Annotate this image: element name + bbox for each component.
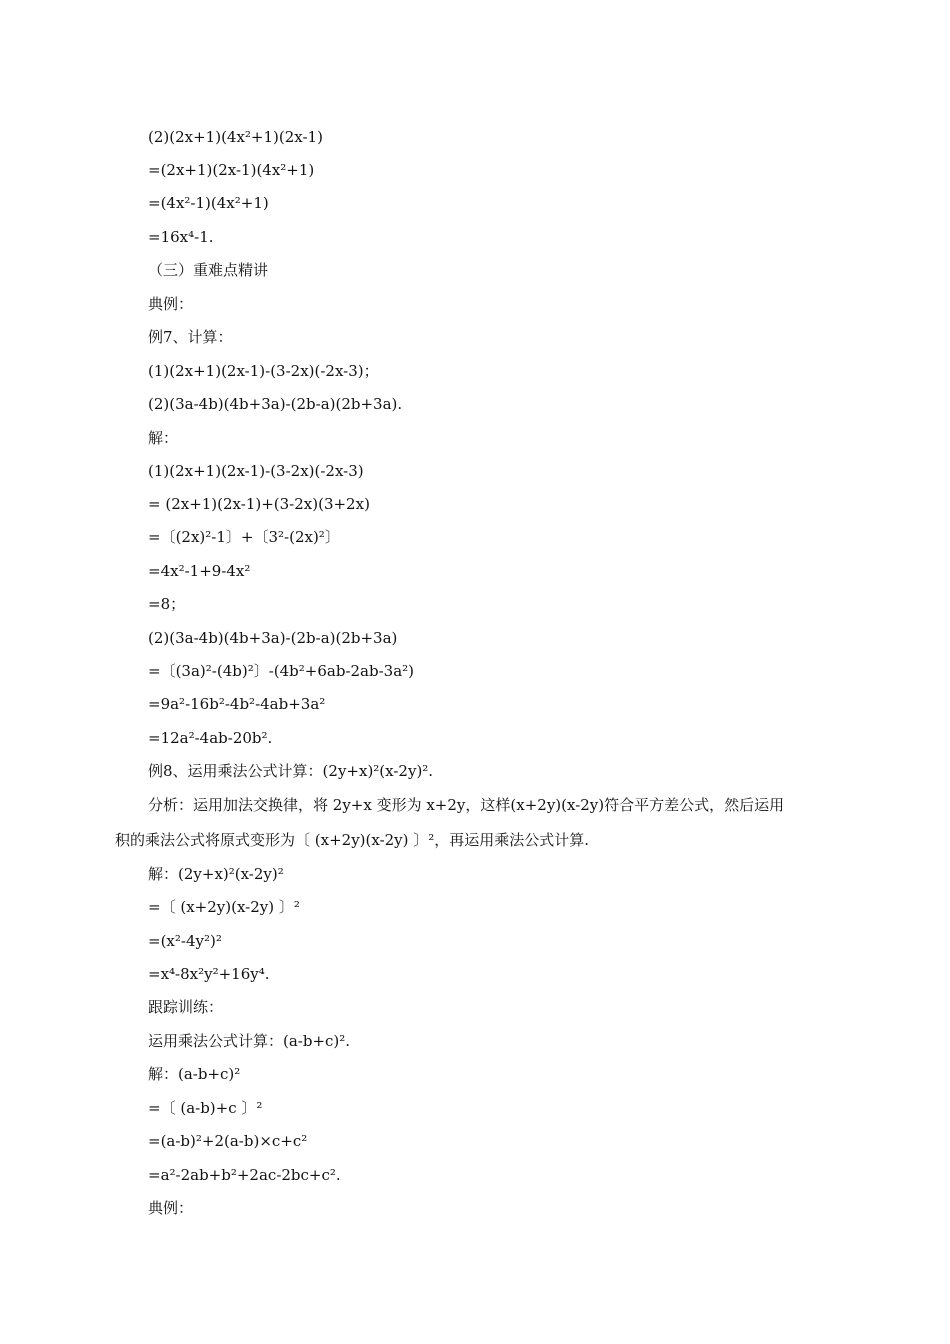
text-line: 典例： [148,295,194,313]
text-line: =〔 (a-b)+c 〕² [148,1099,263,1117]
text-line: (2)(2x+1)(4x²+1)(2x-1) [148,128,323,146]
analysis-line: 分析：运用加法交换律，将 2y+x 变形为 x+2y，这样(x+2y)(x-2y)符合平方差公式，然后运用 [148,796,785,814]
text-line: =〔 (x+2y)(x-2y) 〕² [148,898,300,916]
text-line: =8； [148,595,186,613]
example-heading: 例8、运用乘法公式计算：(2y+x)²(x-2y)². [148,762,434,780]
section-heading: （三）重难点精讲 [148,261,269,279]
example-heading: 例7、计算： [148,328,233,346]
text-line: =(4x²-1)(4x²+1) [148,194,269,212]
text-line: =(a-b)²+2(a-b)×c+c² [148,1132,308,1150]
text-line: 解：(a-b+c)² [148,1065,241,1083]
text-line: =〔(2x)²-1〕+〔3²-(2x)²〕 [148,528,340,546]
text-line: 典例： [148,1199,194,1217]
text-line: =(x²-4y²)² [148,932,222,950]
text-line: 解：(2y+x)²(x-2y)² [148,865,284,883]
text-line: (2)(3a-4b)(4b+3a)-(2b-a)(2b+3a). [148,395,403,413]
text-line: = (2x+1)(2x-1)+(3-2x)(3+2x) [148,495,370,513]
text-line: =(2x+1)(2x-1)(4x²+1) [148,161,315,179]
text-line: =a²-2ab+b²+2ac-2bc+c². [148,1166,341,1184]
text-line: 运用乘法公式计算：(a-b+c)². [148,1032,351,1050]
text-line: =4x²-1+9-4x² [148,562,251,580]
text-line: 解： [148,429,179,447]
text-line: =x⁴-8x²y²+16y⁴. [148,965,270,983]
section-heading: 跟踪训练： [148,998,224,1016]
text-line: =16x⁴-1. [148,228,214,246]
text-line: (2)(3a-4b)(4b+3a)-(2b-a)(2b+3a) [148,629,398,647]
text-line: (1)(2x+1)(2x-1)-(3-2x)(-2x-3) [148,462,364,480]
text-line: =〔(3a)²-(4b)²〕-(4b²+6ab-2ab-3a²) [148,662,415,680]
analysis-line: 积的乘法公式将原式变形为〔 (x+2y)(x-2y) 〕²，再运用乘法公式计算. [115,831,590,849]
text-line: =12a²-4ab-20b². [148,729,273,747]
text-line: =9a²-16b²-4b²-4ab+3a² [148,695,326,713]
text-line: (1)(2x+1)(2x-1)-(3-2x)(-2x-3)； [148,362,379,380]
